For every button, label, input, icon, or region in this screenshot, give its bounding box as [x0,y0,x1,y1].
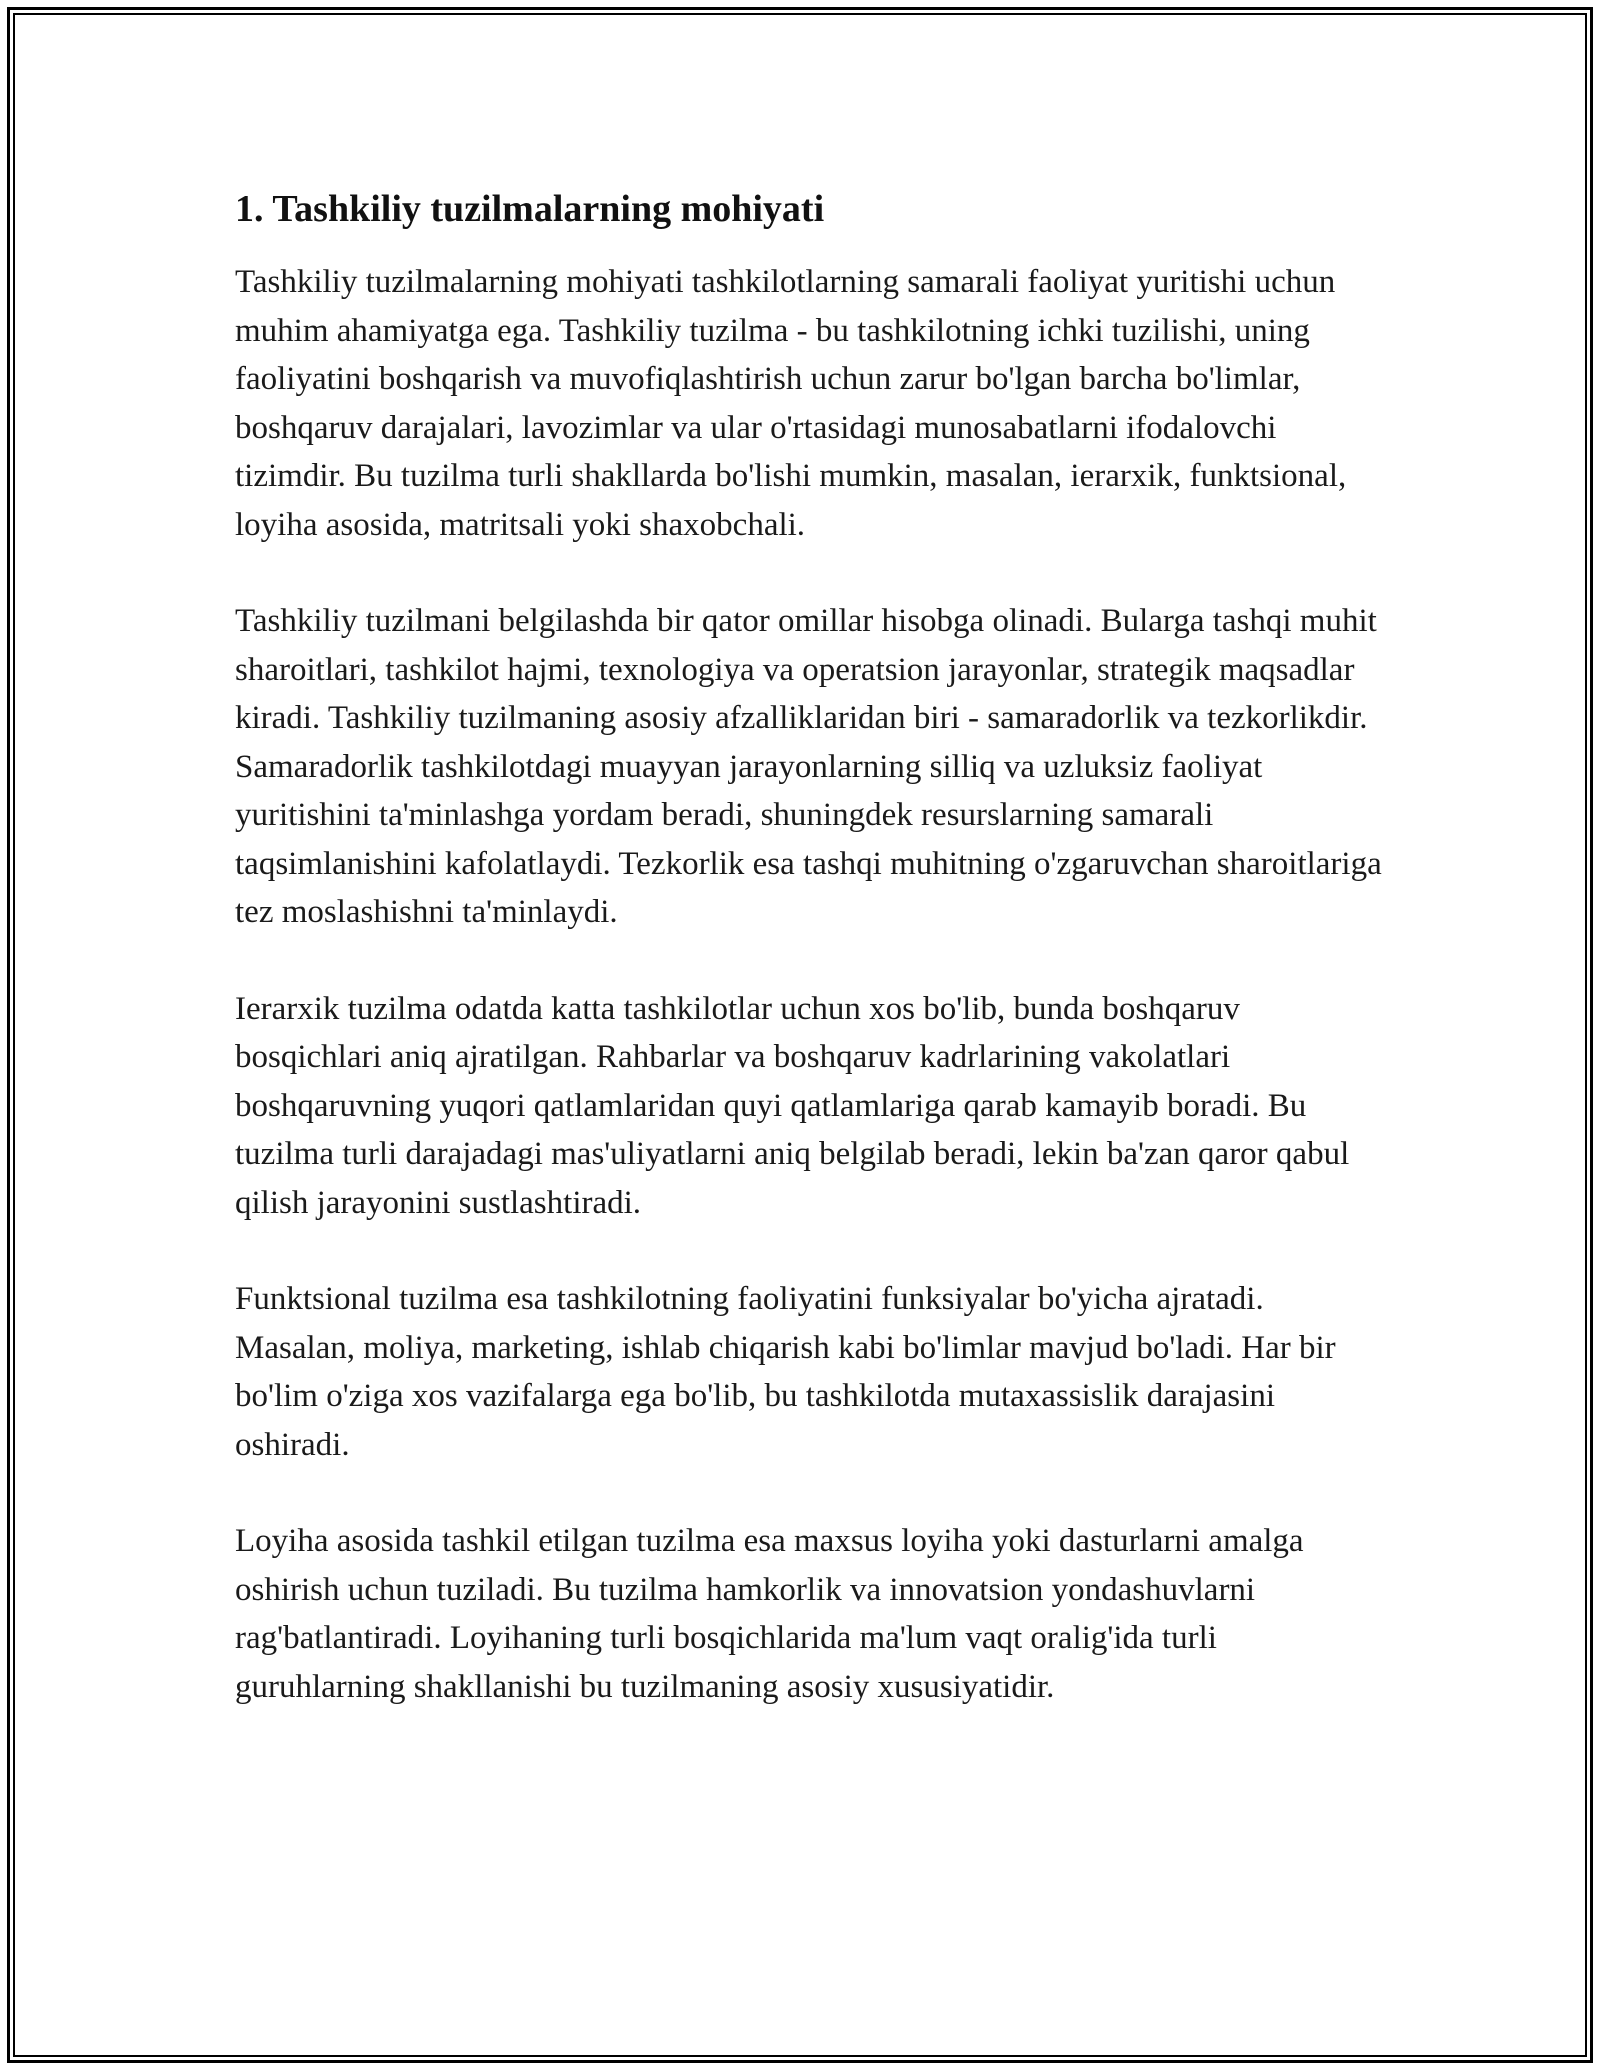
paragraph-2: Tashkiliy tuzilmani belgilashda bir qator omillar hisobga olinadi. Bularga tashqi muhit sharoitlari, tashkilot hajmi, texnologiya va operatsion jarayonlar, strategik maqsadlar kiradi. Tashkiliy tuzilmaning asosiy afzalliklaridan biri - samaradorlik va tezkorlikdir. Samaradorlik tashkilotdagi muayyan jarayonlarning silliq va uzluksiz faoliyat yuritishini ta'minlashga yordam beradi, shuningdek resurslarning samarali taqsimlanishini kafolatlaydi. Tezkorlik esa tashqi muhitning o'zgaruvchan sharoitlariga tez moslashishni ta'minlaydi. [235,603,1382,930]
section-title: 1. Tashkiliy tuzilmalarning mohiyati [235,188,825,230]
paragraph-3: Ierarxik tuzilma odatda katta tashkilotlar uchun xos bo'lib, bunda boshqaruv bosqichlari aniq ajratilgan. Rahbarlar va boshqaruv kadrlarining vakolatlari boshqaruvning yuqori qatlamlaridan quyi qatlamlariga qarab kamayib boradi. Bu tuzilma turli darajadagi mas'uliyatlarni aniq belgilab beradi, lekin ba'zan qaror qabul qilish jarayonini sustlashtiradi. [235,990,1350,1221]
paragraph-1: Tashkiliy tuzilmalarning mohiyati tashkilotlarning samarali faoliyat yuritishi uchun muhim ahamiyatga ega. Tashkiliy tuzilma - bu tashkilotning ichki tuzilishi, uning faoliyatini boshqarish va muvofiqlashtirish uchun zarur bo'lgan barcha bo'limlar, boshqaruv darajalari, lavozimlar va ular o'rtasidagi munosabatlarni ifodalovchi tizimdir. Bu tuzilma turli shakllarda bo'lishi mumkin, masalan, ierarxik, funktsional, loyiha asosida, matritsali yoki shaxobchali. [235,264,1347,543]
document-body [235,186,1385,1759]
paragraph-5: Loyiha asosida tashkil etilgan tuzilma esa maxsus loyiha yoki dasturlarni amalga oshirish uchun tuziladi. Bu tuzilma hamkorlik va innovatsion yondashuvlarni rag'batlantiradi. Loyihaning turli bosqichlarida ma'lum vaqt oralig'ida turli guruhlarning shakllanishi bu tuzilmaning asosiy xususiyatidir. [235,1523,1304,1705]
paragraph-4: Funktsional tuzilma esa tashkilotning faoliyatini funksiyalar bo'yicha ajratadi. Masalan, moliya, marketing, ishlab chiqarish kabi bo'limlar mavjud bo'ladi. Har bir bo'lim o'ziga xos vazifalarga ega bo'lib, bu tashkilotda mutaxassislik darajasini oshiradi. [235,1281,1336,1463]
